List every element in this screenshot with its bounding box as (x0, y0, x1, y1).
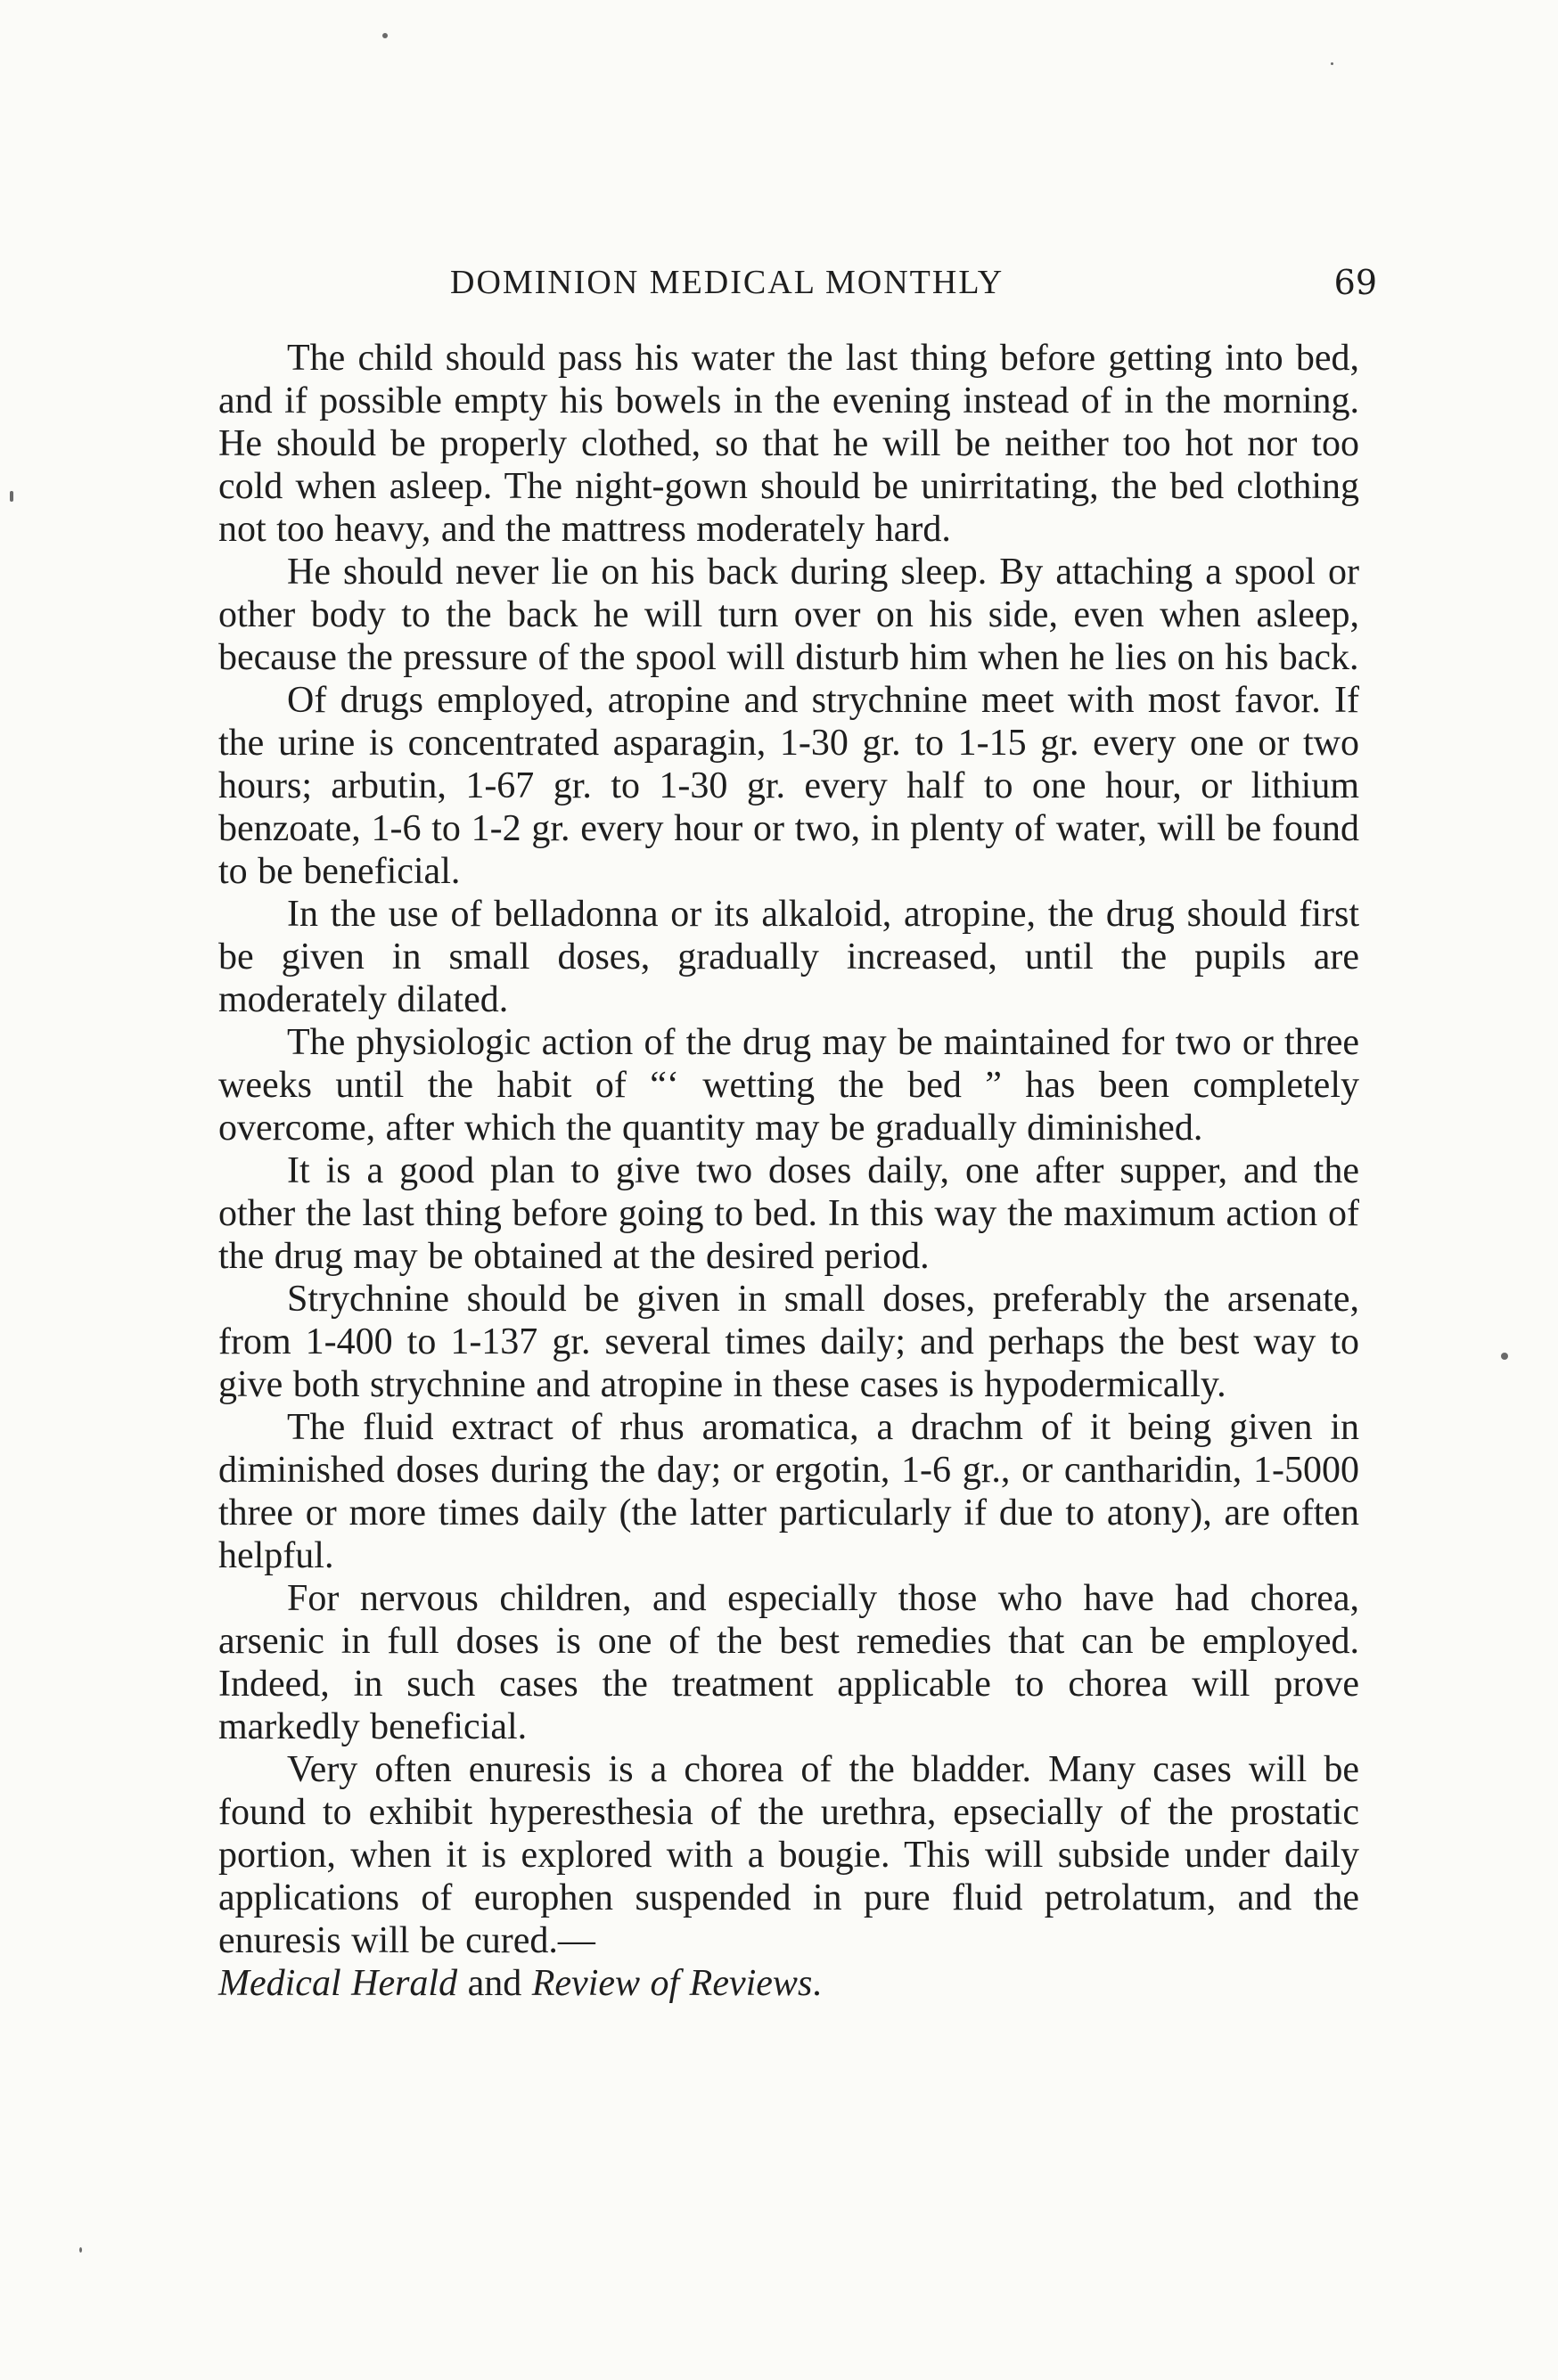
page-speck (382, 33, 388, 38)
citation-source-1: Medical Herald (218, 1963, 458, 2004)
article-body (218, 337, 1359, 2005)
citation-end: . (812, 1963, 822, 2004)
paragraph-bedtime: The child should pass his water the last thing before getting into bed, and if possible empty his bowels in the evening instead of in the morning. He should be properly clothed, so that he will be neither too hot nor too cold when asleep. The night-gown should be unirritating, the bed clothing not too heavy, and the mattress moderately hard. (218, 338, 1359, 550)
paragraph-enuresis-chorea: Very often enuresis is a chorea of the bladder. Many cases will be found to exhibit hyperesthesia of the urethra, epsecially of the prostatic portion, when it is explored with a bougie. This will subside under daily applications of europhen suspended in pure fluid petrolatum, and the enuresis will be cured.— (218, 1749, 1359, 1961)
paragraph-belladonna: In the use of belladonna or its alkaloid, atropine, the drug should first be given in small doses, gradually increased, until the pupils are moderately dilated. (218, 894, 1359, 1020)
running-head (218, 256, 1377, 309)
paragraph-rhus-aromatica: The fluid extract of rhus aromatica, a drachm of it being given in diminished doses during the day; or ergotin, 1-6 gr., or cantharidin, 1-5000 three or more times daily (the latter particularly if due to atony), are often helpful. (218, 1407, 1359, 1576)
paragraph-nervous-children: For nervous children, and especially those who have had chorea, arsenic in full doses is one of the best remedies that can be employed. Indeed, in such cases the treatment applicable to chorea will prove markedly beneficial. (218, 1578, 1359, 1747)
page-speck (79, 2247, 82, 2253)
running-title: DOMINION MEDICAL MONTHLY (450, 264, 1004, 301)
page-speck (1501, 1353, 1508, 1360)
page-number: 69 (1333, 263, 1377, 302)
paragraph-sleep-position: He should never lie on his back during sleep. By attaching a spool or other body to the back he will turn over on his side, even when asleep, because the pressure of the spool will disturb him when he lies on his back. (218, 552, 1359, 678)
page-speck (1331, 62, 1333, 65)
citation-source-2: Review of Reviews (531, 1963, 813, 2004)
citation-line (218, 1962, 1359, 2005)
paragraph-physiologic-action: The physiologic action of the drug may be maintained for two or three weeks until the habit of “‘ wetting the bed ” has been completely overcome, after which the quantity may be gradually diminished. (218, 1022, 1359, 1149)
paragraph-drugs: Of drugs employed, atropine and strychnine meet with most favor. If the urine is concentrated asparagin, 1-30 gr. to 1-15 gr. every one or two hours; arbutin, 1-67 gr. to 1-30 gr. every half to one hour, or lithium benzoate, 1-6 to 1-2 gr. every hour or two, in plenty of water, will be found to be beneficial. (218, 680, 1359, 892)
paragraph-strychnine: Strychnine should be given in small doses, preferably the arsenate, from 1-400 to 1-137 gr. several times daily; and perhaps the best way to give both strychnine and atropine in these cases is hypodermically. (218, 1279, 1359, 1405)
citation-conjunction: and (457, 1963, 532, 2004)
page-speck (10, 491, 13, 502)
paragraph-dosing-plan: It is a good plan to give two doses daily, one after supper, and the other the last thing before going to bed. In this way the maximum action of the drug may be obtained at the desired period. (218, 1150, 1359, 1277)
